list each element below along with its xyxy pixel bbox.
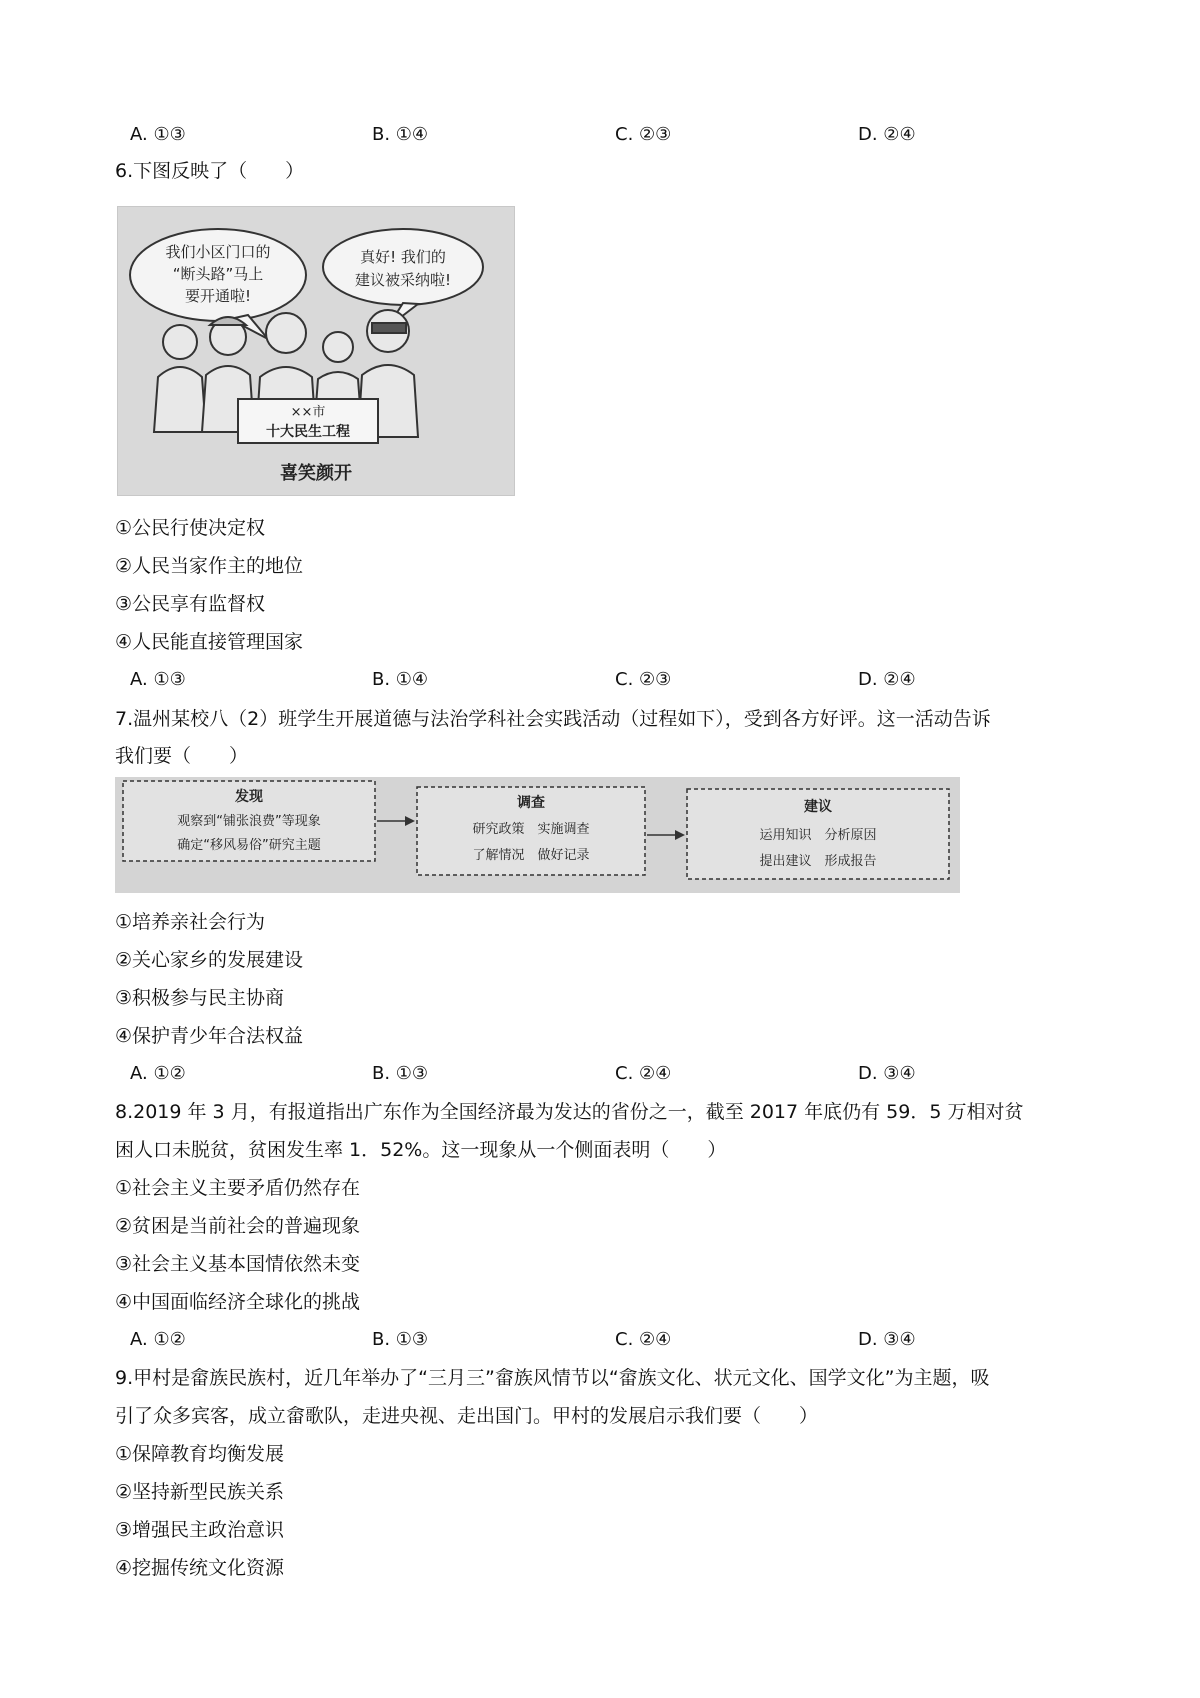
flow-box2-line-2: 了解情况 做好记录 — [472, 848, 590, 863]
q8-option-c: C. ②④ — [615, 1329, 672, 1350]
q6-item-3: ③公民享有监督权 — [115, 593, 266, 615]
q6-option-a: A. ①③ — [130, 669, 186, 690]
q6-option-b: B. ①④ — [372, 669, 429, 690]
q7-option-c: C. ②④ — [615, 1063, 672, 1084]
q7-item-1: ①培养亲社会行为 — [115, 911, 266, 933]
q8-option-b: B. ①③ — [372, 1329, 429, 1350]
q8-stem-line-1: 8.2019 年 3 月，有报道指出广东作为全国经济最为发达的省份之一，截至 2017 年底仍有 59．5 万相对贫 — [115, 1101, 1024, 1123]
q7-stem-line-2: 我们要（ ） — [115, 745, 249, 767]
q8-option-d: D. ③④ — [858, 1329, 916, 1350]
flow-box3-line-2: 提出建议 形成报告 — [759, 854, 877, 869]
q5-option-d: D. ②④ — [858, 124, 916, 145]
flow-box1-line-2: 确定“移风易俗”研究主题 — [177, 838, 321, 853]
q9-item-2: ②坚持新型民族关系 — [115, 1481, 285, 1503]
bubble-left-line-3: 要开通啦! — [184, 287, 252, 305]
q6-item-4: ④人民能直接管理国家 — [115, 631, 304, 653]
q7-stem-line-1: 7.温州某校八（2）班学生开展道德与法治学科社会实践活动（过程如下），受到各方好评。这一活动告诉 — [115, 708, 991, 730]
q6-stem: 6.下图反映了（ ） — [115, 160, 305, 182]
q7-option-b: B. ①③ — [372, 1063, 429, 1084]
q7-item-4: ④保护青少年合法权益 — [115, 1025, 304, 1047]
flow-box2-title: 调查 — [517, 795, 545, 811]
flow-box3-line-1: 运用知识 分析原因 — [759, 828, 877, 843]
q8-item-4: ④中国面临经济全球化的挑战 — [115, 1291, 361, 1313]
bubble-right-line-2: 建议被采纳啦! — [354, 271, 452, 289]
q6-option-d: D. ②④ — [858, 669, 916, 690]
q7-option-d: D. ③④ — [858, 1063, 916, 1084]
q8-item-3: ③社会主义基本国情依然未变 — [115, 1253, 361, 1275]
q5-option-c: C. ②③ — [615, 124, 672, 145]
q8-stem-line-2: 困人口未脱贫，贫困发生率 1．52%。这一现象从一个侧面表明（ ） — [115, 1139, 727, 1161]
q8-option-a: A. ①② — [130, 1329, 186, 1350]
q6-option-c: C. ②③ — [615, 669, 672, 690]
bubble-right-line-1: 真好! 我们的 — [360, 248, 446, 266]
flow-box2-line-1: 研究政策 实施调查 — [472, 822, 590, 837]
q9-item-4: ④挖掘传统文化资源 — [115, 1557, 285, 1579]
q7-item-3: ③积极参与民主协商 — [115, 987, 285, 1009]
q7-item-2: ②关心家乡的发展建设 — [115, 949, 304, 971]
bubble-left-line-2: “断头路”马上 — [172, 265, 264, 283]
q5-option-a: A. ①③ — [130, 124, 186, 145]
flow-box1-line-1: 观察到“铺张浪费”等现象 — [177, 814, 321, 829]
cartoon-caption: 喜笑颜开 — [280, 463, 352, 484]
q5-option-b: B. ①④ — [372, 124, 429, 145]
q9-stem-line-2: 引了众多宾客，成立畲歌队，走进央视、走出国门。甲村的发展启示我们要（ ） — [115, 1405, 819, 1427]
q8-item-2: ②贫困是当前社会的普遍现象 — [115, 1215, 361, 1237]
banner-line-2: 十大民生工程 — [266, 424, 350, 440]
flow-box1-title: 发现 — [235, 789, 263, 805]
q7-option-a: A. ①② — [130, 1063, 186, 1084]
q9-stem-line-1: 9.甲村是畲族民族村，近几年举办了“三月三”畲族风情节以“畲族文化、状元文化、国学文化”为主题，吸 — [115, 1367, 990, 1389]
banner-line-1: ××市 — [290, 405, 326, 420]
q6-item-2: ②人民当家作主的地位 — [115, 555, 304, 577]
q9-item-1: ①保障教育均衡发展 — [115, 1443, 285, 1465]
q9-item-3: ③增强民主政治意识 — [115, 1519, 285, 1541]
q7-flowchart — [115, 777, 960, 893]
q8-item-1: ①社会主义主要矛盾仍然存在 — [115, 1177, 361, 1199]
bubble-left-line-1: 我们小区门口的 — [165, 243, 271, 261]
q6-cartoon — [117, 206, 515, 496]
q6-item-1: ①公民行使决定权 — [115, 517, 266, 539]
flow-box3-title: 建议 — [804, 799, 832, 815]
